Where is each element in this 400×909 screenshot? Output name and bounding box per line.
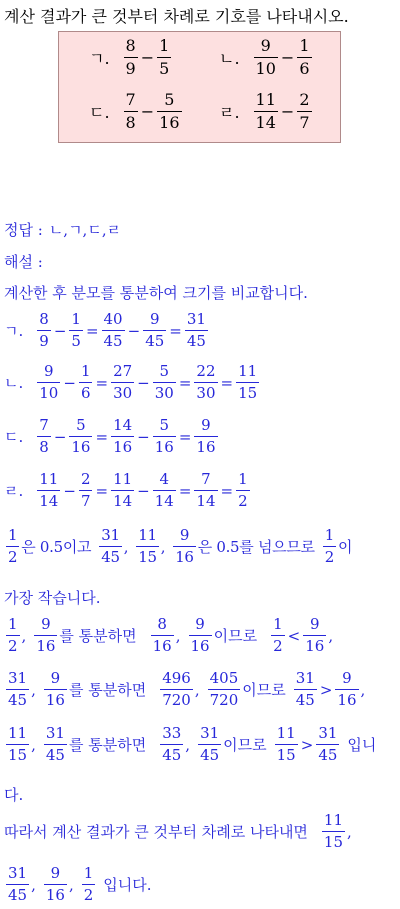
fraction: $\frac{2}{7}$ — [299, 90, 310, 132]
calc-line-d: ㄹ. $\frac{11}{14}$ − $\frac{2}{7}$ = $\frac{11}{14}$ − $\frac{4}{14}$ = $\frac{7}{14}$ = $\frac{1}{2}$ — [4, 470, 248, 510]
fraction: $\frac{9}{10}$ — [255, 36, 276, 78]
compare-line-2: 가장 작습니다. — [4, 589, 101, 607]
calc-line-a: ㄱ. $\frac{8}{9}$ − $\frac{1}{5}$ = $\frac{40}{45}$ − $\frac{9}{45}$ = $\frac{31}{45}$ — [4, 310, 206, 350]
answer-label: 정답 : — [4, 221, 43, 239]
fraction: $\frac{1}{6}$ — [299, 36, 310, 78]
compare-line-3: $\frac{1}{2}$ , $\frac{9}{16}$ 를 통분하면 $\frac{8}{16}$ , $\frac{9}{16}$ 이므로 $\frac{1}{2}$ < $\frac{9}{16}$ , — [8, 615, 334, 655]
compare-line-1: $\frac{1}{2}$ 은 0.5이고 $\frac{31}{45}$ , $\frac{11}{15}$ , $\frac{9}{16}$ 은 0.5를 넘으므로 $\frac{1}{2}$ 이 — [8, 526, 353, 566]
option-label: ㄹ. — [219, 103, 240, 122]
question-text: 계산 결과가 큰 것부터 차례로 기호를 나타내시오. — [4, 7, 349, 26]
conclusion-line-1: 따라서 계산 결과가 큰 것부터 차례로 나타내면 $\frac{11}{15}$ , — [4, 811, 352, 851]
option-c: ㄷ. $\frac{7}{8}$ − $\frac{5}{16}$ — [89, 90, 180, 132]
fraction: $\frac{8}{9}$ — [125, 36, 136, 78]
compare-line-6: 다. — [4, 786, 24, 804]
options-box — [58, 31, 341, 143]
option-label: ㄴ. — [219, 49, 240, 68]
calc-line-c: ㄷ. $\frac{7}{8}$ − $\frac{5}{16}$ = $\frac{14}{16}$ − $\frac{5}{16}$ = $\frac{9}{16}$ — [4, 416, 216, 456]
explanation-intro: 계산한 후 분모를 통분하여 크기를 비교합니다. — [4, 284, 308, 302]
option-label: ㄷ. — [89, 103, 110, 122]
calc-line-b: ㄴ. $\frac{9}{10}$ − $\frac{1}{6}$ = $\frac{27}{30}$ − $\frac{5}{30}$ = $\frac{22}{30}$ = $\frac{11}{15}$ — [4, 362, 258, 402]
option-d: ㄹ. $\frac{11}{14}$ − $\frac{2}{7}$ — [219, 90, 310, 132]
option-label: ㄱ. — [89, 49, 110, 68]
answer-value: ㄴ,ㄱ,ㄷ,ㄹ — [48, 221, 122, 239]
fraction: $\frac{7}{8}$ — [125, 90, 136, 132]
option-a: ㄱ. $\frac{8}{9}$ − $\frac{1}{5}$ — [89, 36, 170, 78]
fraction: $\frac{11}{14}$ — [255, 90, 276, 132]
compare-line-5: $\frac{11}{15}$ , $\frac{31}{45}$ 를 통분하면 $\frac{33}{45}$ , $\frac{31}{45}$ 이므로 $\frac{11}{15}$ > $\frac{31}{45}$ 입니 — [8, 724, 377, 764]
option-b: ㄴ. $\frac{9}{10}$ − $\frac{1}{6}$ — [219, 36, 310, 78]
fraction: $\frac{1}{5}$ — [159, 36, 170, 78]
answer-line — [4, 219, 121, 240]
conclusion-line-2: $\frac{31}{45}$ , $\frac{9}{16}$ , $\frac{1}{2}$ 입니다. — [8, 864, 152, 904]
explanation-label: 해설 : — [4, 253, 43, 271]
fraction: $\frac{5}{16}$ — [159, 90, 180, 132]
compare-line-4: $\frac{31}{45}$ , $\frac{9}{16}$ 를 통분하면 $\frac{496}{720}$ , $\frac{405}{720}$ 이므로 $\frac{31}{45}$ > $\frac{9}{16}$ , — [8, 669, 366, 709]
